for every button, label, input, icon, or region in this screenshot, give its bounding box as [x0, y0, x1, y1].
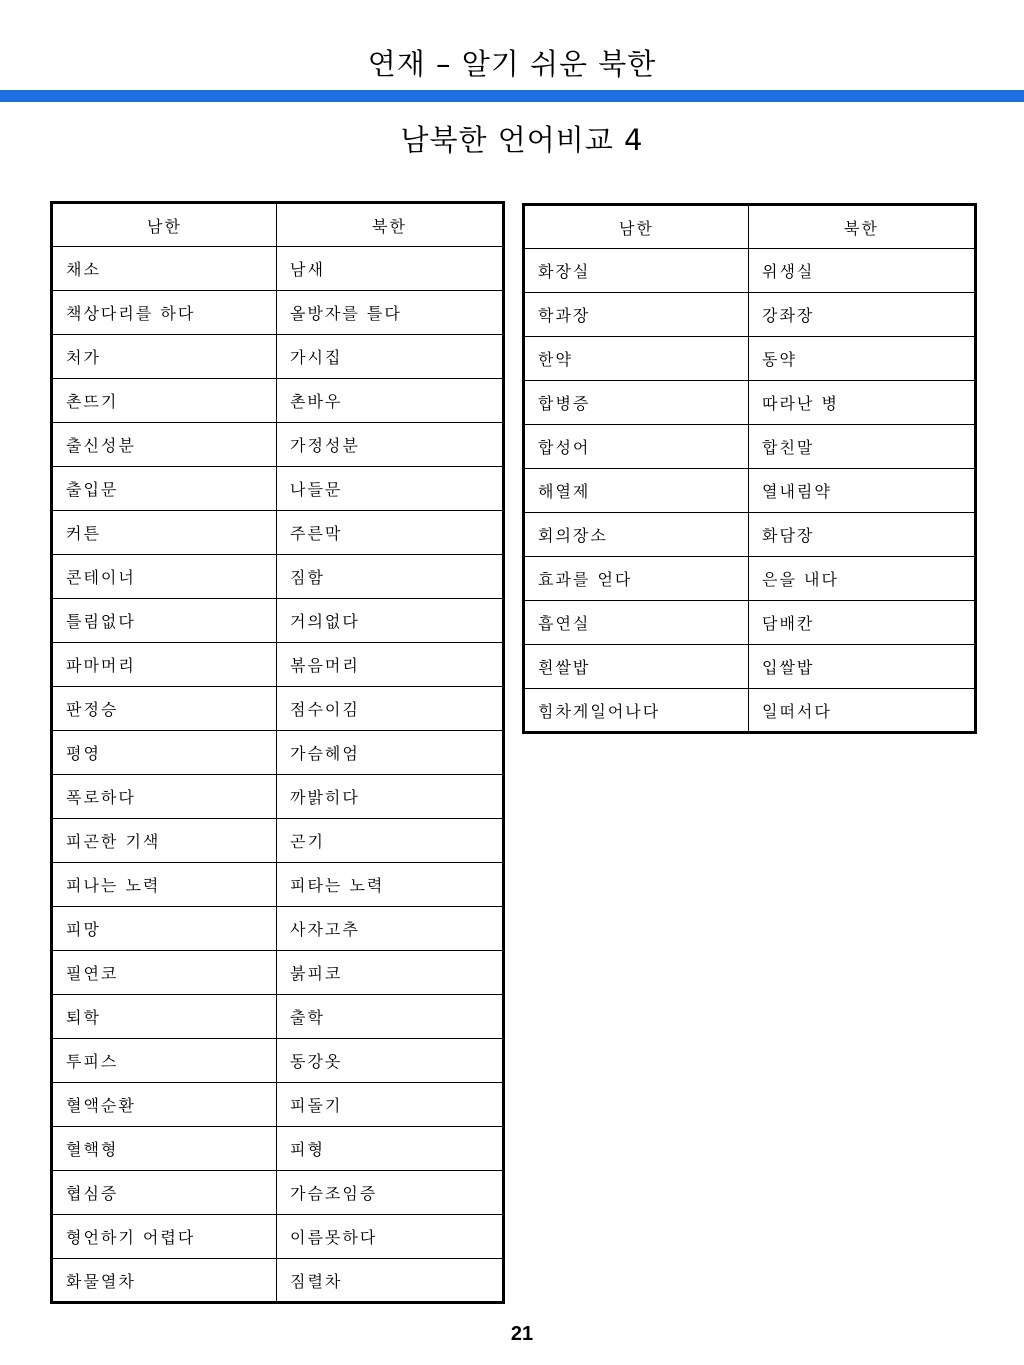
- south-korea-term: 합성어: [524, 425, 749, 469]
- south-korea-term: 출신성분: [52, 423, 277, 467]
- north-korea-term: 입쌀밥: [749, 645, 976, 689]
- south-korea-term: 투피스: [52, 1039, 277, 1083]
- north-korea-term: 동약: [749, 337, 976, 381]
- south-korea-term: 피망: [52, 907, 277, 951]
- table-row: [52, 1215, 504, 1259]
- south-korea-term: 평영: [52, 731, 277, 775]
- table-row: [52, 379, 504, 423]
- south-korea-term: 틀림없다: [52, 599, 277, 643]
- table-row: [52, 1083, 504, 1127]
- north-korea-term: 곤기: [277, 819, 504, 863]
- south-korea-term: 한약: [524, 337, 749, 381]
- comparison-table-left: [50, 201, 505, 1304]
- south-korea-term: 콘테이너: [52, 555, 277, 599]
- south-korea-term: 피나는 노력: [52, 863, 277, 907]
- south-korea-term: 혈액순환: [52, 1083, 277, 1127]
- north-korea-term: 나들문: [277, 467, 504, 511]
- south-korea-term: 책상다리를 하다: [52, 291, 277, 335]
- comparison-table-right: [522, 203, 977, 734]
- north-korea-term: 이름못하다: [277, 1215, 504, 1259]
- table-row: [524, 469, 976, 513]
- table-row: [52, 687, 504, 731]
- table-row: [524, 557, 976, 601]
- table-row: [524, 425, 976, 469]
- south-korea-term: 합병증: [524, 381, 749, 425]
- south-korea-term: 처가: [52, 335, 277, 379]
- north-korea-term: 가시집: [277, 335, 504, 379]
- table-row: [52, 907, 504, 951]
- north-korea-term: 점수이김: [277, 687, 504, 731]
- south-korea-term: 혈핵형: [52, 1127, 277, 1171]
- table-row: [52, 995, 504, 1039]
- north-korea-term: 강좌장: [749, 293, 976, 337]
- page-number: 21: [510, 1323, 534, 1345]
- north-korea-term: 피타는 노력: [277, 863, 504, 907]
- table-row: [524, 249, 976, 293]
- table-row: [52, 1127, 504, 1171]
- north-korea-term: 합친말: [749, 425, 976, 469]
- south-korea-term: 화장실: [524, 249, 749, 293]
- table-header-row: [52, 203, 504, 247]
- north-korea-term: 일떠서다: [749, 689, 976, 733]
- table-row: [524, 689, 976, 733]
- north-korea-term: 짐렬차: [277, 1259, 504, 1303]
- table-row: [524, 381, 976, 425]
- table-row: [52, 643, 504, 687]
- table-row: [524, 513, 976, 557]
- north-korea-term: 짐함: [277, 555, 504, 599]
- north-korea-term: 올방자를 틀다: [277, 291, 504, 335]
- table-row: [52, 863, 504, 907]
- north-korea-term: 사자고추: [277, 907, 504, 951]
- south-korea-term: 피곤한 기색: [52, 819, 277, 863]
- table-row: [52, 1039, 504, 1083]
- south-korea-term: 판정승: [52, 687, 277, 731]
- north-korea-term: 열내림약: [749, 469, 976, 513]
- south-korea-term: 필연코: [52, 951, 277, 995]
- table-row: [52, 335, 504, 379]
- north-korea-term: 화담장: [749, 513, 976, 557]
- north-korea-term: 볶음머리: [277, 643, 504, 687]
- table-header-row: [524, 205, 976, 249]
- table-row: [52, 555, 504, 599]
- table-row: [524, 645, 976, 689]
- south-korea-term: 흰쌀밥: [524, 645, 749, 689]
- south-korea-term: 커튼: [52, 511, 277, 555]
- north-korea-term: 주른막: [277, 511, 504, 555]
- south-korea-term: 촌뜨기: [52, 379, 277, 423]
- north-korea-term: 가정성분: [277, 423, 504, 467]
- south-korea-term: 화물열차: [52, 1259, 277, 1303]
- south-korea-term: 채소: [52, 247, 277, 291]
- north-korea-term: 출학: [277, 995, 504, 1039]
- north-korea-term: 따라난 병: [749, 381, 976, 425]
- table-row: [52, 1171, 504, 1215]
- south-korea-term: 형언하기 어렵다: [52, 1215, 277, 1259]
- north-korea-term: 담배칸: [749, 601, 976, 645]
- table-row: [524, 337, 976, 381]
- table-row: [52, 247, 504, 291]
- south-korea-term: 파마머리: [52, 643, 277, 687]
- north-korea-term: 동강옷: [277, 1039, 504, 1083]
- table-row: [52, 1259, 504, 1303]
- south-korea-term: 해열제: [524, 469, 749, 513]
- table-row: [52, 467, 504, 511]
- table-row: [52, 951, 504, 995]
- header-accent-bar: [0, 90, 1024, 102]
- north-korea-term: 위생실: [749, 249, 976, 293]
- south-korea-term: 효과를 얻다: [524, 557, 749, 601]
- south-korea-term: 흡연실: [524, 601, 749, 645]
- page-subtitle: 남북한 언어비교 4: [400, 123, 644, 157]
- south-korea-term: 출입문: [52, 467, 277, 511]
- north-korea-term: 붉피코: [277, 951, 504, 995]
- table-row: [524, 293, 976, 337]
- table-row: [52, 819, 504, 863]
- table-row: [52, 511, 504, 555]
- table-row: [52, 291, 504, 335]
- header-south-korea: 남한: [524, 205, 749, 249]
- south-korea-term: 퇴학: [52, 995, 277, 1039]
- south-korea-term: 학과장: [524, 293, 749, 337]
- north-korea-term: 까밝히다: [277, 775, 504, 819]
- table-row: [52, 423, 504, 467]
- table-row: [52, 731, 504, 775]
- north-korea-term: 거의없다: [277, 599, 504, 643]
- table-row: [524, 601, 976, 645]
- south-korea-term: 협심증: [52, 1171, 277, 1215]
- north-korea-term: 남새: [277, 247, 504, 291]
- south-korea-term: 폭로하다: [52, 775, 277, 819]
- header-north-korea: 북한: [749, 205, 976, 249]
- south-korea-term: 힘차게일어나다: [524, 689, 749, 733]
- north-korea-term: 가슴헤엄: [277, 731, 504, 775]
- south-korea-term: 회의장소: [524, 513, 749, 557]
- table-row: [52, 599, 504, 643]
- north-korea-term: 가슴조임증: [277, 1171, 504, 1215]
- north-korea-term: 은을 내다: [749, 557, 976, 601]
- north-korea-term: 피형: [277, 1127, 504, 1171]
- table-row: [52, 775, 504, 819]
- page-header-title: 연재 – 알기 쉬운 북한: [367, 47, 657, 81]
- north-korea-term: 피돌기: [277, 1083, 504, 1127]
- north-korea-term: 촌바우: [277, 379, 504, 423]
- header-south-korea: 남한: [52, 203, 277, 247]
- header-north-korea: 북한: [277, 203, 504, 247]
